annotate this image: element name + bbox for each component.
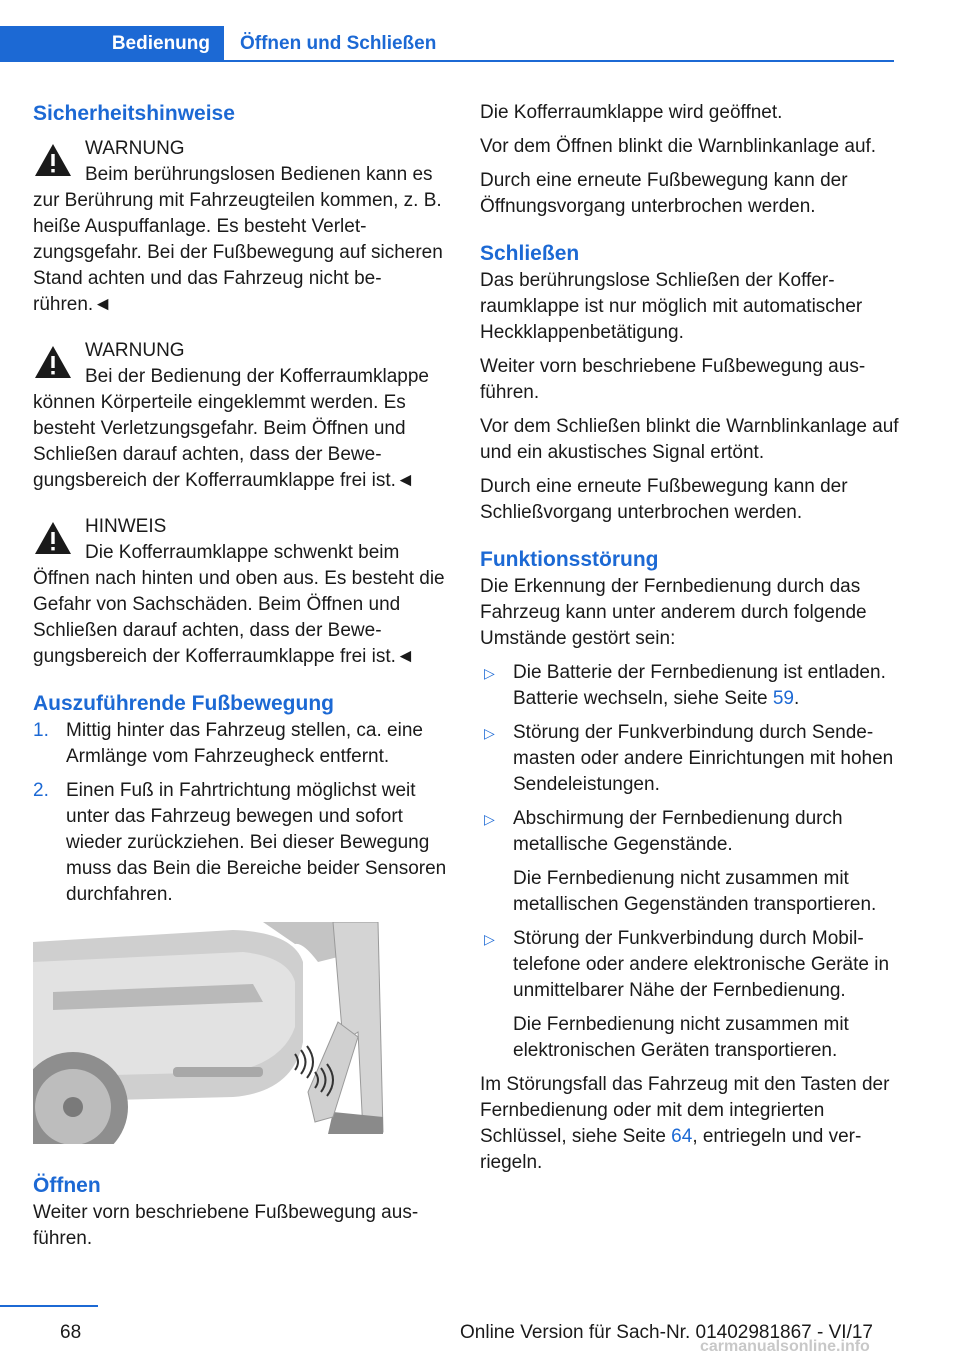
tab-section[interactable]: Öffnen und Schließen xyxy=(240,33,437,54)
section-title-funktionsstoerung: Funktionsstörung xyxy=(480,548,659,571)
list-item xyxy=(480,806,900,918)
list-number: 2. xyxy=(33,780,49,801)
triangle-right-icon: ▷ xyxy=(484,665,495,681)
right-column xyxy=(480,100,900,1176)
paragraph: Vor dem Öffnen blinkt die Warnblinkanlage auf. xyxy=(480,136,877,157)
paragraph: Die Kofferraumklappe wird geöffnet. xyxy=(480,102,783,123)
list-text: Die Batterie der Fernbedienung ist entladen. Batterie wechseln, siehe Seite 59. xyxy=(513,662,886,709)
paragraph: Weiter vorn beschriebene Fußbewegung ausführen. xyxy=(480,356,866,403)
list-item xyxy=(480,926,900,1064)
footer-online-version: Online Version für Sach-Nr. 01402981867 - VI/17 xyxy=(460,1322,873,1343)
note-text: Die Kofferraumklappe schwenkt beim Öffnen nach hinten und oben aus. Es besteht die Gefahr von Sachschäden. Beim Öffnen und Schließen darauf achten, dass der Bewegungsbereich der Kofferraumklappe frei ist.◄ xyxy=(33,542,445,667)
section-title-oeffnen: Öffnen xyxy=(33,1174,101,1197)
warning-triangle-icon xyxy=(33,142,73,178)
triangle-right-icon: ▷ xyxy=(484,931,495,947)
page-number: 68 xyxy=(60,1322,82,1343)
triangle-right-icon: ▷ xyxy=(484,811,495,827)
warning-text: Bei der Bedienung der Kofferraumklappe können Körperteile eingeklemmt werden. Es besteht Verletzungsgefahr. Beim Öffnen und Schließen darauf achten, dass der Bewegungsbereich der Kofferraumklappe frei ist.◄ xyxy=(33,366,429,491)
warning-block-1 xyxy=(33,136,451,318)
warning-text: Beim berührungslosen Bedienen kann es zur Berührung mit Fahrzeugteilen kommen, z. B. heiße Auspuffanlage. Es besteht Verletzungsgefahr. Bei der Fußbewegung auf sicheren Stand achten und das Fahrzeug nicht berühren.◄ xyxy=(33,164,443,315)
warning-label: WARNUNG xyxy=(85,138,185,159)
list-item xyxy=(33,778,451,908)
paragraph: Im Störungsfall das Fahrzeug mit den Tasten der Fernbedienung oder mit dem integrierten Schlüssel, siehe Seite 64, entriegeln und verriegeln. xyxy=(480,1074,890,1173)
page-link-59[interactable]: 59 xyxy=(772,688,794,709)
list-number: 1. xyxy=(33,720,49,741)
paragraph: Weiter vorn beschriebene Fußbewegung ausführen. xyxy=(33,1202,419,1249)
warning-triangle-icon xyxy=(33,344,73,380)
paragraph: Das berührungslose Schließen der Kofferraumklappe ist nur möglich mit automatischer Heckklappenbetätigung. xyxy=(480,270,863,343)
section-title-fussbewegung: Auszuführende Fußbewegung xyxy=(33,692,334,715)
paragraph: Durch eine erneute Fußbewegung kann der Schließvorgang unterbrochen werden. xyxy=(480,476,848,523)
triangle-right-icon: ▷ xyxy=(484,725,495,741)
list-text: Abschirmung der Fernbedienung durch metallische Gegenstände. xyxy=(513,808,843,855)
list-text: Störung der Funkverbindung durch Mobiltelefone oder andere elektronische Geräte in unmittelbarer Nähe der Fernbedienung. xyxy=(513,928,890,1001)
section-title-schliessen: Schließen xyxy=(480,242,580,265)
section-title-sicherheitshinweise: Sicherheitshinweise xyxy=(33,102,235,125)
watermark: carmanualsonline.info xyxy=(700,1338,870,1355)
list-text: Einen Fuß in Fahrtrichtung möglichst weit unter das Fahrzeug bewegen und sofort wieder zurückziehen. Bei dieser Bewegung muss das Bein die Bereiche beider Sensoren durchfahren. xyxy=(66,780,447,905)
left-column xyxy=(33,100,451,1252)
list-text: Mittig hinter das Fahrzeug stellen, ca. eine Armlänge vom Fahrzeugheck entfernt. xyxy=(66,720,423,767)
warning-triangle-icon xyxy=(33,520,73,556)
paragraph: Die Erkennung der Fernbedienung durch das Fahrzeug kann unter anderem durch folgende Umstände gestört sein: xyxy=(480,576,867,649)
list-text: Störung der Funkverbindung durch Sendemasten oder andere Einrichtungen mit hohen Sendeleistungen. xyxy=(513,722,894,795)
header-tabs xyxy=(0,26,894,62)
page-link-64[interactable]: 64 xyxy=(671,1126,693,1147)
warning-label: WARNUNG xyxy=(85,340,185,361)
paragraph: Vor dem Schließen blinkt die Warnblinkanlage auf und ein akustisches Signal ertönt. xyxy=(480,416,899,463)
list-item xyxy=(33,718,451,770)
header-rule xyxy=(224,60,894,62)
footer-rule xyxy=(0,1305,98,1307)
foot-gesture-illustration xyxy=(33,922,389,1144)
tab-bedienung[interactable]: Bedienung xyxy=(0,26,224,62)
note-block xyxy=(33,514,451,670)
note-label: HINWEIS xyxy=(85,516,167,537)
list-subtext: Die Fernbedienung nicht zusammen mit metallischen Gegenständen transportieren. xyxy=(513,868,877,915)
warning-block-2 xyxy=(33,338,451,494)
list-item xyxy=(480,720,900,798)
list-subtext: Die Fernbedienung nicht zusammen mit elektronischen Geräten transportieren. xyxy=(513,1014,849,1061)
list-item xyxy=(480,660,900,712)
paragraph: Durch eine erneute Fußbewegung kann der Öffnungsvorgang unterbrochen werden. xyxy=(480,170,848,217)
